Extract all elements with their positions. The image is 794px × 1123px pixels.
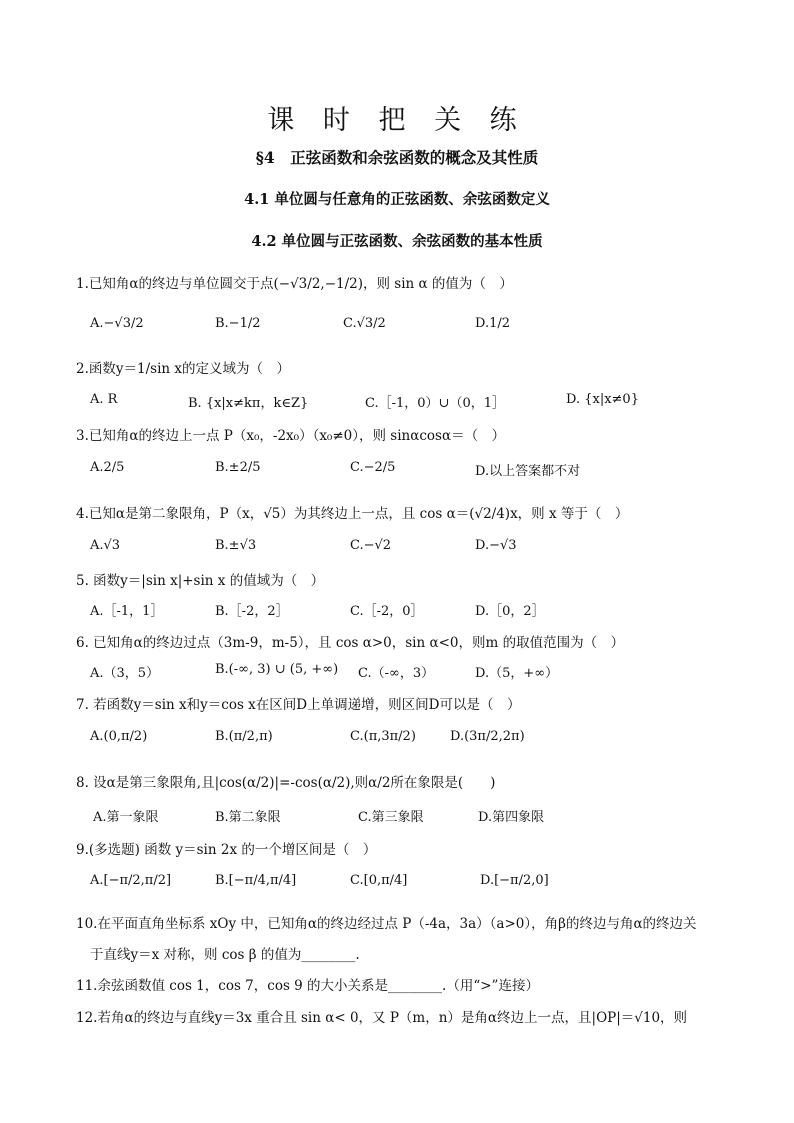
option-7c: C.(π,3π/2) (350, 729, 416, 744)
option-9c: C.[0,π/4] (350, 873, 408, 888)
option-1d: D.1/2 (475, 316, 511, 331)
subsection-heading-1: 4.1 单位圆与任意角的正弦函数、余弦函数定义 (244, 191, 550, 208)
option-5d: D.［0，2］ (475, 604, 545, 619)
question-9: 9.(多选题) 函数 y＝sin 2x 的一个增区间是（ ） (76, 842, 377, 858)
option-1b: B.−1/2 (215, 316, 261, 331)
option-3d: D.以上答案都不对 (475, 464, 581, 479)
option-3b: B.±2/5 (215, 460, 261, 475)
question-3: 3.已知角α的终边上一点 P（x₀，-2x₀）（x₀≠0），则 sinαcosα＝（ ） (76, 428, 506, 444)
option-8a: A.第一象限 (93, 810, 159, 825)
option-6d: D.（5，+∞） (475, 666, 559, 681)
option-3c: C.−2/5 (350, 460, 396, 475)
subsection-heading-2: 4.2 单位圆与正弦函数、余弦函数的基本性质 (251, 233, 543, 250)
option-2a: A. R (90, 392, 118, 407)
question-10-line2: 于直线y＝x 对称，则 cos β 的值为________. (90, 947, 360, 963)
page-title: 课 时 把 关 练 (267, 105, 527, 136)
option-4a: A.√3 (90, 538, 121, 553)
option-9d: D.[−π/2,0] (480, 873, 549, 888)
option-4d: D.−√3 (475, 538, 517, 553)
option-6b: B.(-∞, 3) ∪ (5, +∞) (215, 662, 339, 677)
question-12: 12.若角α的终边与直线y＝3x 重合且 sin α< 0，又 P（m，n）是角α终边上一点，且|OP|＝√10，则 (76, 1010, 688, 1026)
option-4c: C.−√2 (350, 538, 392, 553)
option-7a: A.(0,π/2) (90, 729, 148, 744)
option-1a: A.−√3/2 (90, 316, 144, 331)
question-11: 11.余弦函数值 cos 1，cos 7，cos 9 的大小关系是________.（用“>”连接） (76, 978, 539, 994)
option-1c: C.√3/2 (343, 316, 386, 331)
option-8b: B.第二象限 (215, 810, 281, 825)
option-5b: B.［-2，2］ (215, 604, 289, 619)
option-2d: D. {x|x≠0} (566, 392, 639, 407)
option-6c: C.（-∞，3） (358, 666, 435, 681)
option-9a: A.[−π/2,π/2] (90, 873, 172, 888)
option-5a: A.［-1，1］ (90, 604, 164, 619)
question-8: 8. 设α是第三象限角,且|cos(α/2)|=-cos(α/2),则α/2所在象限是( ) (76, 775, 496, 791)
option-6a: A.（3，5） (90, 666, 160, 681)
option-3a: A.2/5 (90, 460, 125, 475)
option-5c: C.［-2，0］ (350, 604, 424, 619)
question-7: 7. 若函数y＝sin x和y＝cos x在区间D上单调递增，则区间D可以是（ ） (76, 697, 521, 713)
option-8c: C.第三象限 (358, 810, 424, 825)
option-8d: D.第四象限 (478, 810, 545, 825)
question-10: 10.在平面直角坐标系 xOy 中，已知角α的终边经过点 P（-4a，3a）（a>0），角β的终边与角α的终边关 (76, 916, 697, 932)
question-6: 6. 已知角α的终边过点（3m-9，m-5），且 cos α>0，sin α<0，则m 的取值范围为（ ） (76, 635, 625, 651)
option-9b: B.[−π/4,π/4] (215, 873, 297, 888)
option-7b: B.(π/2,π) (215, 729, 273, 744)
question-2: 2.函数y＝1/sin x的定义域为（ ） (76, 361, 290, 377)
section-heading: §4 正弦函数和余弦函数的概念及其性质 (255, 148, 539, 167)
question-5: 5. 函数y＝|sin x|+sin x 的值域为（ ） (76, 573, 325, 589)
option-7d: D.(3π/2,2π) (450, 729, 525, 744)
question-1: 1.已知角α的终边与单位圆交于点(−√3/2,−1/2)，则 sin α 的值为（ ） (76, 276, 513, 292)
question-4: 4.已知α是第二象限角，P（x，√5）为其终边上一点，且 cos α＝(√2/4)x，则 x 等于（ ） (76, 506, 629, 522)
option-2b: B. {x|x≠kπ，k∈Z} (188, 396, 309, 411)
option-4b: B.±√3 (215, 538, 257, 553)
option-2c: C.［-1，0）∪（0，1］ (365, 396, 505, 411)
